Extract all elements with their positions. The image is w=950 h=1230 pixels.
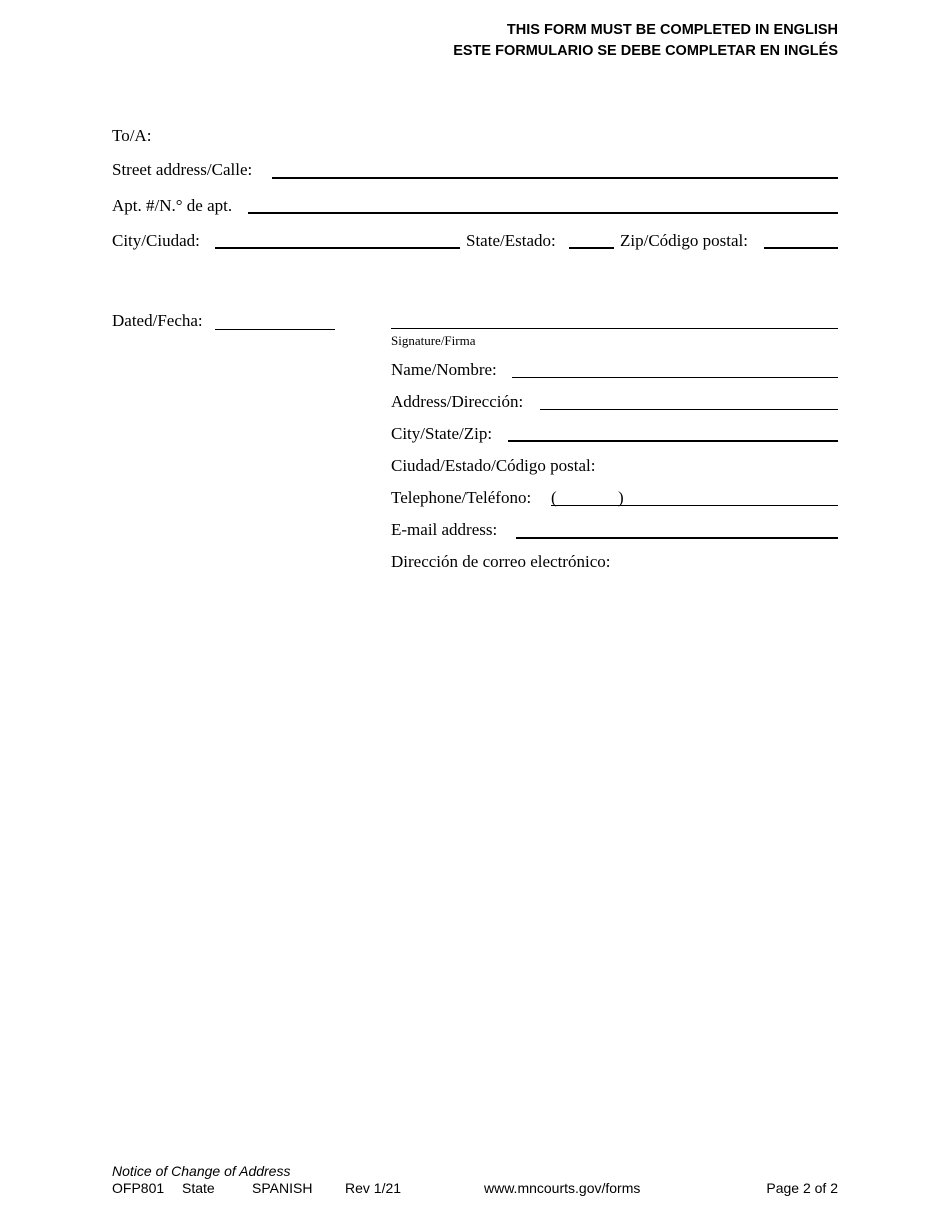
footer-url[interactable]: www.mncourts.gov/forms xyxy=(484,1180,641,1196)
apt-field[interactable] xyxy=(248,212,838,214)
footer-form-id: OFP801 xyxy=(112,1180,165,1196)
signature-field[interactable] xyxy=(391,328,838,329)
english-notice: THIS FORM MUST BE COMPLETED IN ENGLISH xyxy=(506,22,838,38)
name-field[interactable] xyxy=(512,377,838,378)
telephone-label: Telephone/Teléfono: xyxy=(391,488,532,507)
signature-label: Signature/Firma xyxy=(391,333,476,348)
city-field[interactable] xyxy=(215,247,460,249)
footer-language: SPANISH xyxy=(252,1180,313,1196)
address-label: Address/Dirección: xyxy=(391,392,524,411)
city-state-zip-label: City/State/Zip: xyxy=(391,424,493,443)
name-label: Name/Nombre: xyxy=(391,360,497,379)
footer-jurisdiction: State xyxy=(182,1180,215,1196)
apt-label: Apt. #/N.° de apt. xyxy=(112,196,233,215)
spanish-notice: ESTE FORMULARIO SE DEBE COMPLETAR EN INGLÉS xyxy=(453,43,838,59)
email-field[interactable] xyxy=(516,537,838,539)
street-field[interactable] xyxy=(272,177,838,179)
date-field[interactable] xyxy=(215,329,335,330)
address-field[interactable] xyxy=(540,409,838,410)
footer-revision: Rev 1/21 xyxy=(345,1180,402,1196)
zip-label: Zip/Código postal: xyxy=(620,231,748,250)
footer-page-number: Page 2 of 2 xyxy=(766,1180,838,1196)
street-label: Street address/Calle: xyxy=(112,160,253,179)
zip-field[interactable] xyxy=(764,247,838,249)
email-label-es: Dirección de correo electrónico: xyxy=(391,552,611,571)
city-label: City/Ciudad: xyxy=(112,231,200,250)
dated-label: Dated/Fecha: xyxy=(112,311,203,330)
footer-title: Notice of Change of Address xyxy=(112,1163,291,1179)
state-label: State/Estado: xyxy=(466,231,556,250)
state-field[interactable] xyxy=(569,247,614,249)
email-label: E-mail address: xyxy=(391,520,498,539)
city-state-zip-field[interactable] xyxy=(508,440,838,442)
to-label: To/A: xyxy=(112,126,152,145)
area-code-open: ( xyxy=(551,488,557,507)
area-code-close: ) xyxy=(618,488,624,507)
telephone-field[interactable] xyxy=(551,505,838,506)
city-state-zip-label-es: Ciudad/Estado/Código postal: xyxy=(391,456,596,475)
